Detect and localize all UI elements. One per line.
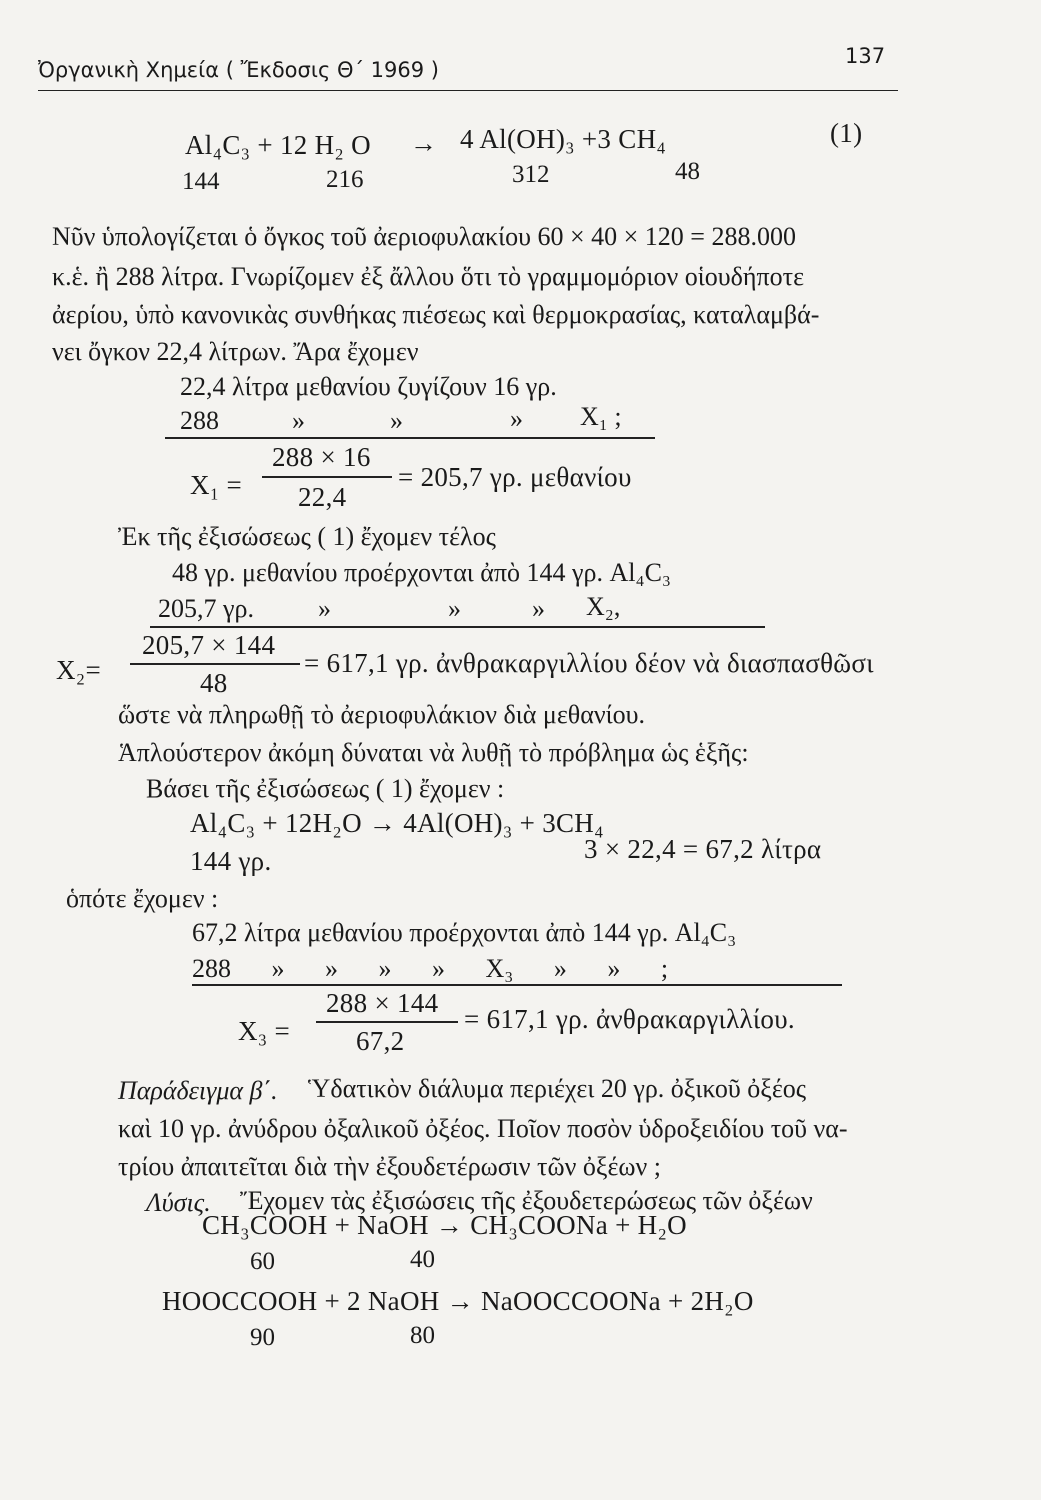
equation-acetic-mass-2: 40 bbox=[410, 1246, 435, 1273]
calc3-fraction-bar bbox=[316, 1021, 458, 1023]
calc2-tail: ὥστε νὰ πληρωθῇ τὸ ἀεριοφυλάκιον διὰ μεθανίου. bbox=[118, 700, 645, 729]
example-line3: τρίου ἀπαιτεῖται διὰ τὴν ἐξουδετέρωσιν τῶν ὀξέων ; bbox=[118, 1152, 661, 1181]
calc1-lhs: X₁ = bbox=[190, 470, 243, 500]
calc2-numerator: 205,7 × 144 bbox=[142, 630, 276, 660]
prop1-row2-unknown: X₁ ; bbox=[580, 402, 622, 431]
calc2-denominator: 48 bbox=[200, 668, 228, 698]
para2-rule bbox=[150, 626, 765, 628]
eq1-mass-3: 312 bbox=[512, 161, 550, 188]
para2-line1: Ἐκ τῆς ἐξισώσεως ( 1) ἔχομεν τέλος bbox=[118, 522, 496, 551]
calc3-numerator: 288 × 144 bbox=[326, 988, 439, 1018]
eq1-arrow: → bbox=[410, 128, 438, 158]
eq1-left: Al₄C₃ + 12 H₂ O bbox=[185, 130, 371, 160]
para2-row2-ditto-2: » bbox=[448, 594, 461, 623]
calc1-denominator: 22,4 bbox=[298, 482, 347, 512]
para2-row1: 48 γρ. μεθανίου προέρχονται ἀπὸ 144 γρ. Al₄C₃ bbox=[172, 558, 671, 587]
example-line2: καὶ 10 γρ. ἀνύδρου ὀξαλικοῦ ὀξέος. Ποῖον ποσὸν ὑδροξειδίου τοῦ να- bbox=[118, 1114, 848, 1143]
calc2-result: = 617,1 γρ. ἀνθρακαργιλλίου δέον νὰ διασπασθῶσι bbox=[304, 648, 874, 678]
equation-acetic-mass-1: 60 bbox=[250, 1248, 275, 1275]
para1-line1: Νῦν ὑπολογίζεται ὁ ὄγκος τοῦ ἀεριοφυλακίου 60 × 40 × 120 = 288.000 bbox=[52, 222, 796, 251]
example-line1: Ὑδατικὸν διάλυμα περιέχει 20 γρ. ὀξικοῦ ὀξέος bbox=[308, 1074, 807, 1103]
eq1-right: 4 Al(OH)₃ +3 CH₄ bbox=[460, 124, 667, 154]
solution-text: Ἔχομεν τὰς ἐξισώσεις τῆς ἐξουδετερώσεως τῶν ὀξέων bbox=[240, 1186, 813, 1215]
prop3-rule bbox=[192, 984, 842, 986]
calc1-numerator: 288 × 16 bbox=[272, 442, 371, 472]
para2-row2-unknown: X₂, bbox=[586, 592, 621, 621]
solution-label: Λύσις. bbox=[146, 1188, 211, 1217]
para2-row2-ditto-1: » bbox=[318, 594, 331, 623]
eq1-mass-4: 48 bbox=[675, 158, 700, 185]
header-rule bbox=[38, 90, 898, 91]
prop3-row2: 288 » » » » X₃ » » ; bbox=[192, 954, 669, 983]
prop3-row1: 67,2 λίτρα μεθανίου προέρχονται ἀπὸ 144 γρ. Al₄C₃ bbox=[192, 918, 737, 947]
calc3-denominator: 67,2 bbox=[356, 1026, 405, 1056]
para1-line4: νει ὄγκον 22,4 λίτρων. Ἄρα ἔχομεν bbox=[52, 337, 419, 366]
eq1-label: (1) bbox=[830, 118, 863, 148]
calc2-lhs: X₂= bbox=[56, 655, 102, 685]
para3-equation: Al₄C₃ + 12H₂O → 4Al(OH)₃ + 3CH₄ bbox=[190, 808, 604, 838]
para3-line2: Βάσει τῆς ἐξισώσεως ( 1) ἔχομεν : bbox=[146, 774, 505, 803]
equation-oxalic-mass-2: 80 bbox=[410, 1322, 435, 1349]
prop1-row1: 22,4 λίτρα μεθανίου ζυγίζουν 16 γρ. bbox=[180, 372, 557, 401]
para3-mass: 144 γρ. bbox=[190, 846, 272, 876]
eq1-mass-2: 216 bbox=[326, 166, 364, 193]
para3-line1: Ἁπλούστερον ἀκόμη δύναται νὰ λυθῇ τὸ πρόβλημα ὡς ἑξῆς: bbox=[118, 738, 749, 767]
prop1-rule bbox=[165, 437, 655, 439]
equation-oxalic: HOOCCOOH + 2 NaOH → NaOOCCOONa + 2H₂O bbox=[162, 1286, 754, 1316]
equation-oxalic-mass-1: 90 bbox=[250, 1324, 275, 1351]
para2-row2-value: 205,7 γρ. bbox=[158, 594, 254, 623]
page-number: 137 bbox=[845, 44, 886, 68]
para3-volume: 3 × 22,4 = 67,2 λίτρα bbox=[584, 834, 822, 864]
calc3-lhs: X₃ = bbox=[238, 1016, 291, 1046]
prop1-row2-ditto-2: » bbox=[390, 406, 403, 435]
equation-acetic: CH₃COOH + NaOH → CH₃COONa + H₂O bbox=[202, 1210, 687, 1240]
para1-line3: ἀερίου, ὑπὸ κανονικὰς συνθήκας πιέσεως καὶ θερμοκρασίας, καταλαμβά- bbox=[52, 300, 820, 329]
prop1-row2-value: 288 bbox=[180, 406, 219, 435]
calc1-result: = 205,7 γρ. μεθανίου bbox=[398, 462, 632, 492]
calc3-result: = 617,1 γρ. ἀνθρακαργιλλίου. bbox=[464, 1004, 795, 1034]
running-header-title: Ὀργανικὴ Χημεία ( Ἔκδοσις Θ΄ 1969 ) bbox=[38, 58, 439, 82]
prop1-row2-ditto-3: » bbox=[510, 404, 523, 433]
example-title: Παράδειγμα β΄. bbox=[118, 1076, 278, 1105]
para3-line3: ὁπότε ἔχομεν : bbox=[66, 884, 219, 913]
calc2-fraction-bar bbox=[130, 663, 300, 665]
prop1-row2-ditto-1: » bbox=[292, 406, 305, 435]
calc1-fraction-bar bbox=[262, 476, 392, 478]
para2-row2-ditto-3: » bbox=[532, 594, 545, 623]
eq1-mass-1: 144 bbox=[182, 168, 220, 195]
para1-line2: κ.ἑ. ἢ 288 λίτρα. Γνωρίζομεν ἐξ ἄλλου ὅτι τὸ γραμμομόριον οἱουδήποτε bbox=[52, 262, 804, 291]
